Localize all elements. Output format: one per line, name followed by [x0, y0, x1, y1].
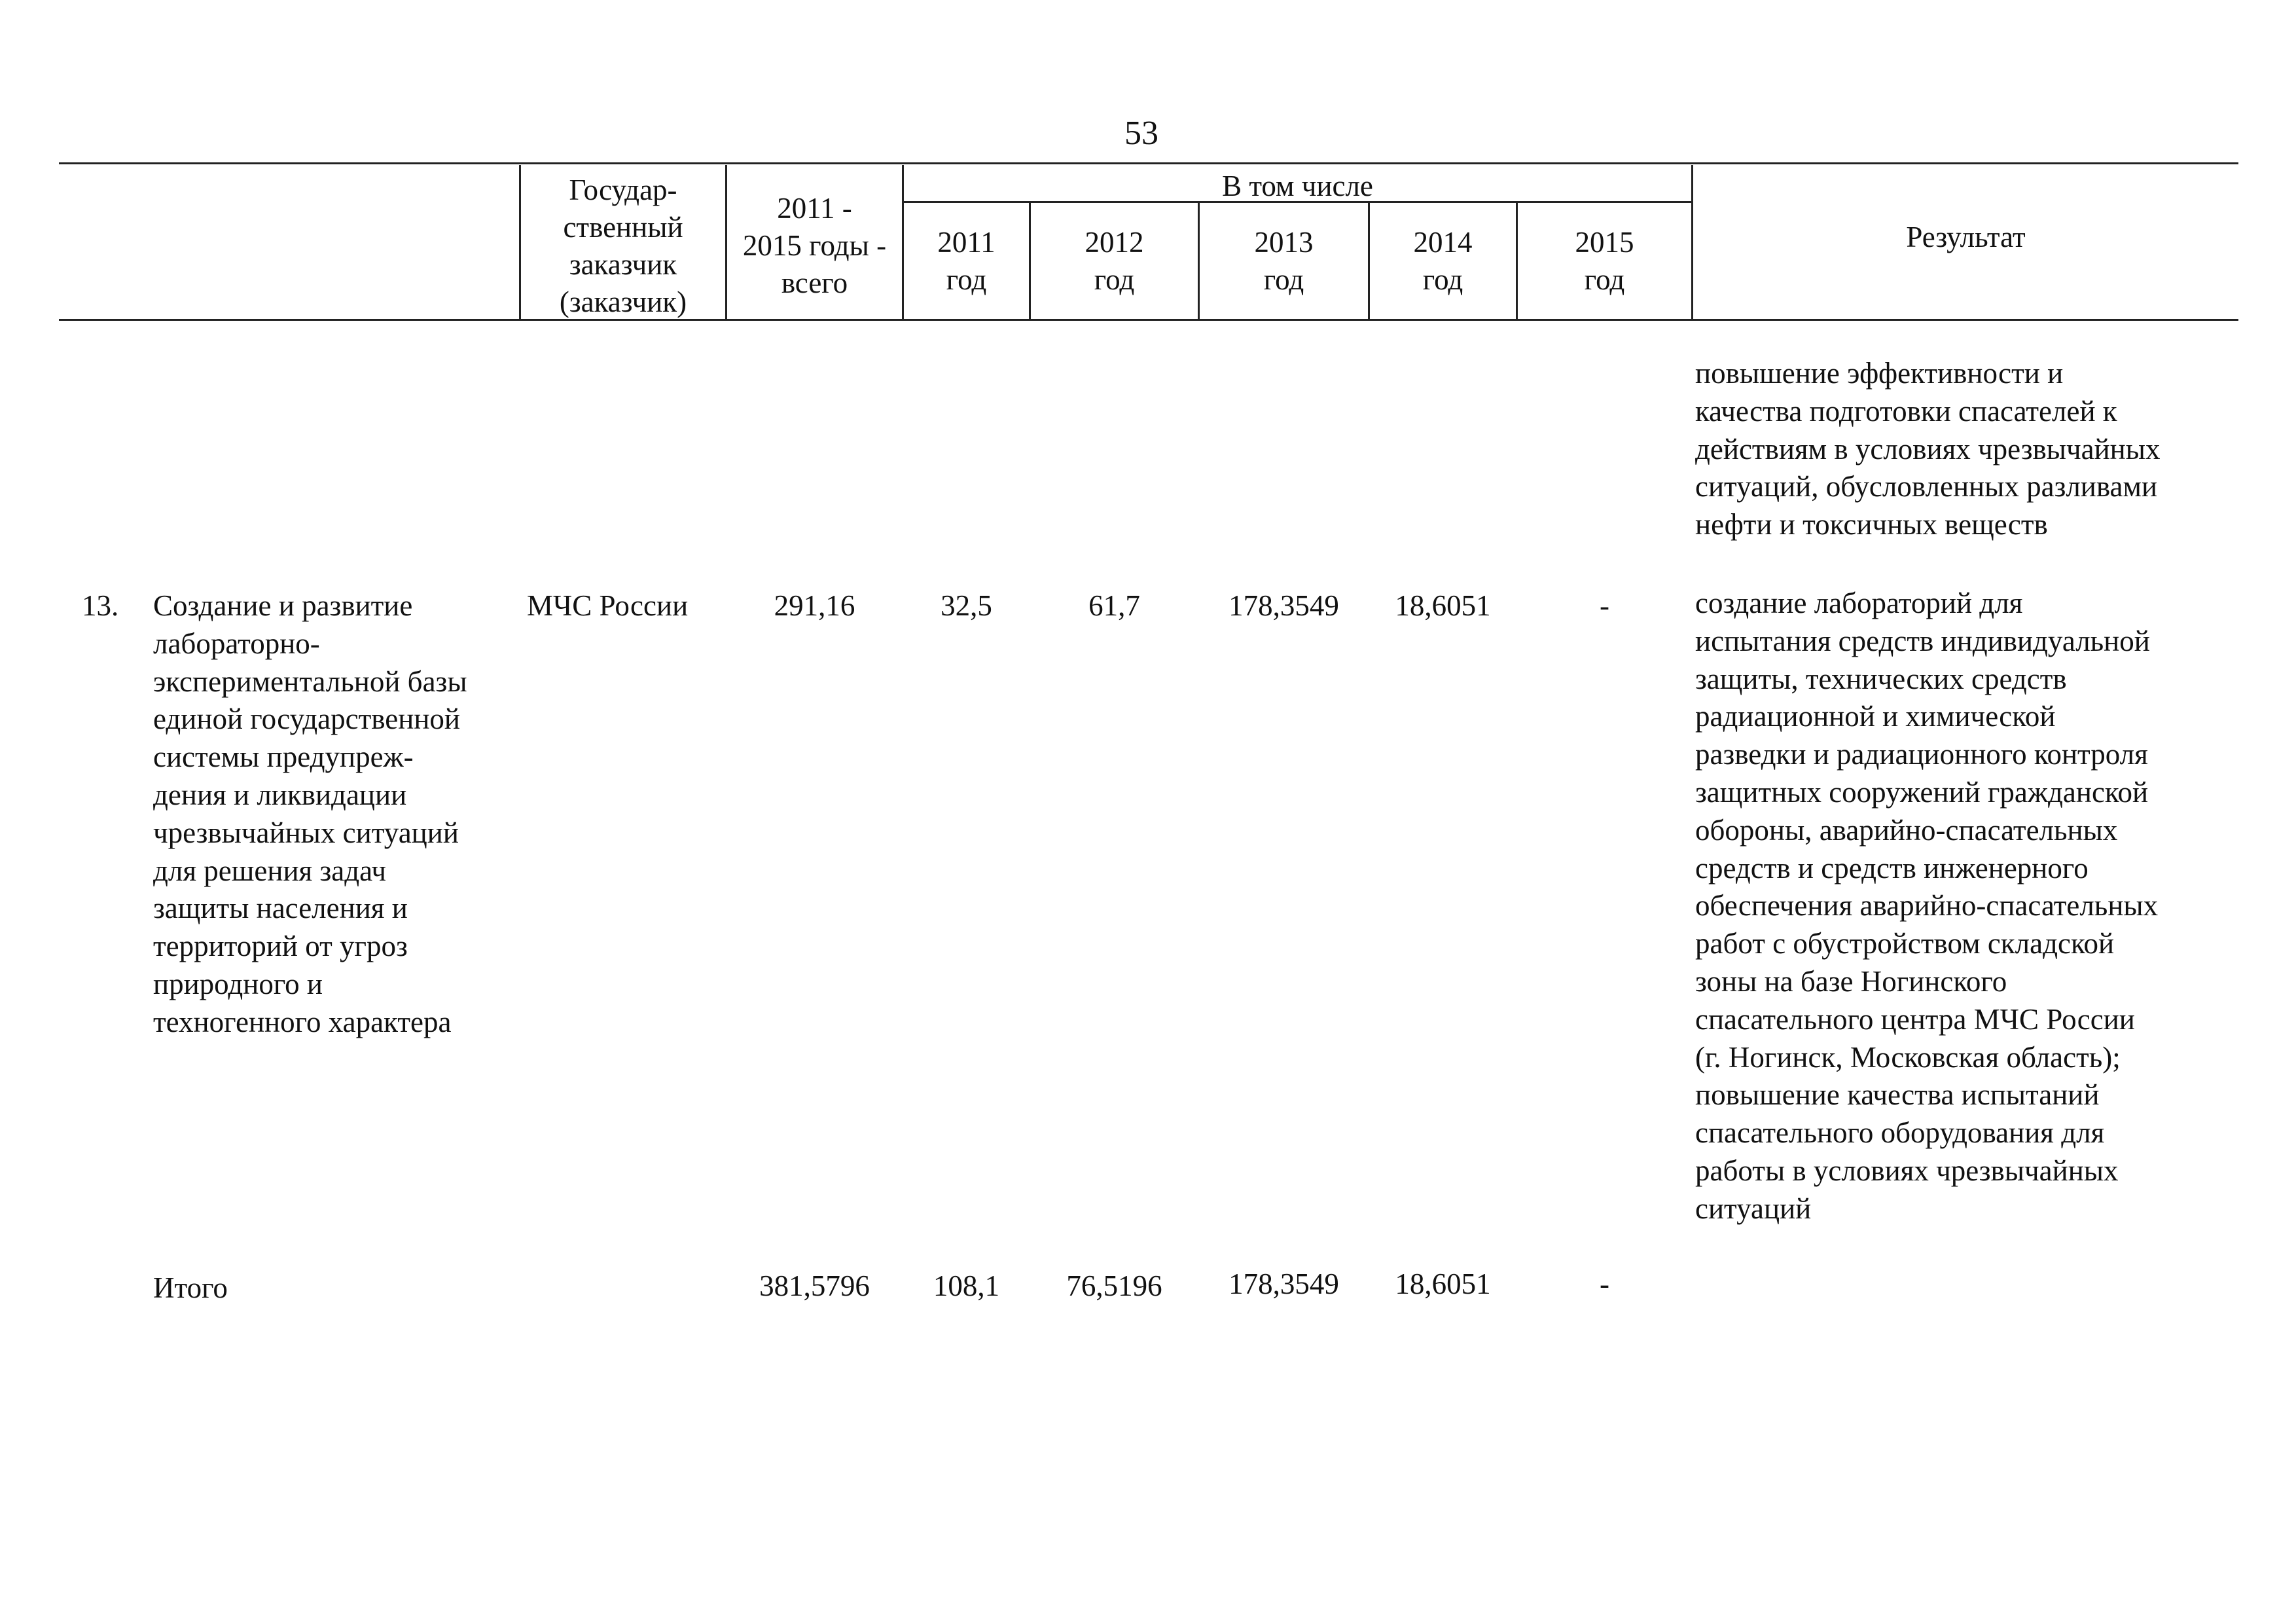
- row13-2015: -: [1600, 589, 1609, 622]
- name-line: лабораторно-: [153, 627, 320, 660]
- name-line: системы предупреж-: [153, 740, 414, 774]
- result-line: ситуаций: [1695, 1192, 1812, 1225]
- name-line: территорий от угроз: [153, 930, 408, 963]
- header-total: [727, 190, 902, 302]
- result-line: защиты, технических средств: [1695, 662, 2067, 695]
- row13-name: [153, 587, 467, 1042]
- result-line: испытания средств индивидуальной: [1695, 624, 2150, 657]
- name-line: дения и ликвидации: [153, 778, 407, 811]
- total-2011: 108,1: [933, 1269, 1000, 1302]
- header-total-line: всего: [781, 266, 848, 299]
- result-line: средств и средств инженерного: [1695, 851, 2089, 884]
- result-line: разведки и радиационного контроля: [1695, 738, 2148, 771]
- header-result: Результат: [1906, 221, 2026, 253]
- result-line: работы в условиях чрезвычайных: [1695, 1154, 2119, 1187]
- total-2013: 178,3549: [1229, 1267, 1339, 1300]
- result-line: (г. Ногинск, Московская область);: [1695, 1040, 2121, 1074]
- header-total-line: 2015 годы -: [742, 229, 887, 262]
- header-year-value: 2012: [1085, 226, 1144, 259]
- result-line: защитных сооружений гражданской: [1695, 775, 2149, 809]
- header-customer-line: (заказчик): [559, 285, 687, 318]
- row13-2011: 32,5: [941, 589, 992, 622]
- row13-2013: 178,3549: [1229, 589, 1339, 622]
- header-year-2015: [1518, 224, 1691, 299]
- name-line: техногенного характера: [153, 1005, 452, 1038]
- result-line: спасательного оборудования для: [1695, 1116, 2105, 1150]
- name-line: защиты населения и: [153, 892, 408, 925]
- header-year-value: 2013: [1254, 226, 1314, 259]
- row13-total: 291,16: [774, 589, 855, 622]
- header-year-value: 2015: [1575, 226, 1634, 259]
- result-line: обеспечения аварийно-спасательных: [1695, 889, 2159, 922]
- header-customer: [521, 172, 725, 321]
- row13-2012: 61,7: [1088, 589, 1140, 622]
- header-year-unit: год: [1422, 263, 1463, 296]
- result-line: работ с обустройством складской: [1695, 927, 2115, 960]
- result-line: радиационной и химической: [1695, 700, 2056, 733]
- name-line: чрезвычайных ситуаций: [153, 816, 459, 849]
- header-year-value: 2011: [937, 226, 996, 259]
- total-2015: -: [1600, 1267, 1609, 1300]
- result-line: спасательного центра МЧС России: [1695, 1002, 2135, 1036]
- name-line: для решения задач: [153, 854, 386, 887]
- header-including: В том числе: [1222, 170, 1373, 202]
- prev-result-text: [1695, 355, 2160, 544]
- header-customer-line: Государ-: [569, 173, 677, 206]
- header-year-unit: год: [946, 263, 987, 296]
- header-year-2013: [1200, 224, 1368, 299]
- name-line: экспериментальной базы: [153, 665, 467, 698]
- row13-2014: 18,6051: [1395, 589, 1491, 622]
- result-line: ситуаций, обусловленных разливами: [1695, 470, 2158, 503]
- result-line: повышение качества испытаний: [1695, 1078, 2100, 1112]
- header-year-2011: [904, 224, 1029, 299]
- result-line: качества подготовки спасателей к: [1695, 394, 2117, 428]
- header-total-line: 2011 -: [777, 192, 852, 225]
- result-line: создание лабораторий для: [1695, 587, 2023, 619]
- header-year-unit: год: [1584, 263, 1625, 296]
- row13-customer: МЧС России: [527, 589, 689, 622]
- name-line: Создание и развитие: [153, 589, 413, 622]
- name-line: единой государственной: [153, 702, 460, 736]
- result-line: нефти и токсичных веществ: [1695, 508, 2048, 541]
- header-customer-line: ственный: [563, 211, 683, 244]
- result-line: обороны, аварийно-спасательных: [1695, 813, 2118, 847]
- header-customer-line: заказчик: [569, 248, 677, 281]
- header-top-rule: [59, 162, 2238, 164]
- total-2014: 18,6051: [1395, 1267, 1491, 1300]
- total-2012: 76,5196: [1066, 1269, 1162, 1302]
- result-line: действиям в условиях чрезвычайных: [1695, 432, 2161, 465]
- name-line: природного и: [153, 967, 323, 1000]
- page-number: 53: [1124, 115, 1158, 152]
- total-sum: 381,5796: [759, 1269, 870, 1302]
- header-year-unit: год: [1263, 263, 1304, 296]
- header-year-2014: [1370, 224, 1516, 299]
- row13-number: 13.: [82, 589, 119, 622]
- header-year-unit: год: [1094, 263, 1135, 296]
- row13-result: [1695, 585, 2158, 1228]
- header-bottom-rule: [59, 319, 2238, 321]
- header-year-2012: [1031, 224, 1198, 299]
- header-year-value: 2014: [1413, 226, 1473, 259]
- result-line: зоны на базе Ногинского: [1695, 964, 2007, 998]
- total-label: Итого: [153, 1271, 228, 1304]
- result-line: повышение эффективности и: [1695, 357, 2064, 390]
